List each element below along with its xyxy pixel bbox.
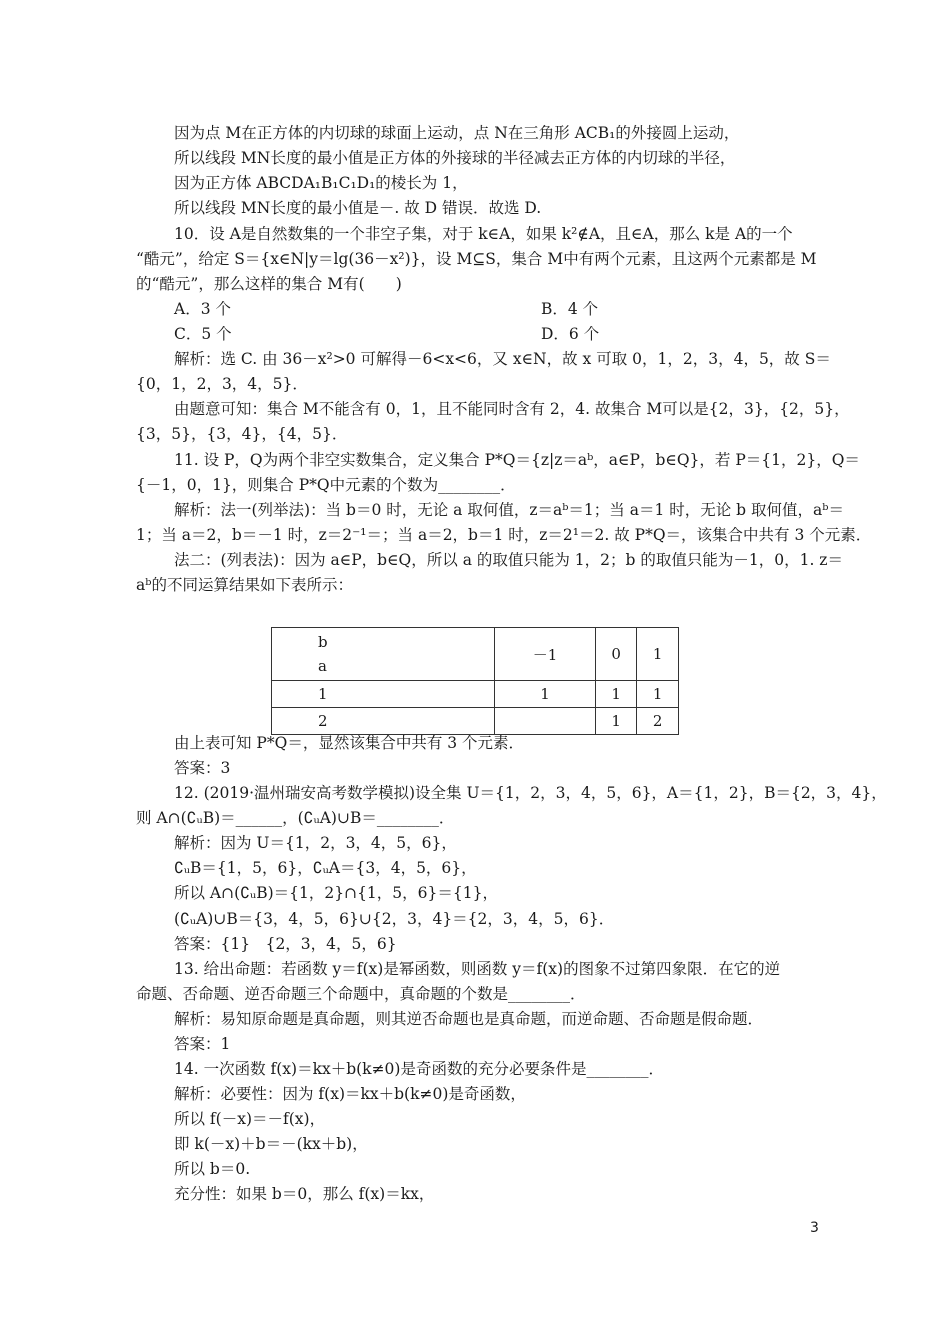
text-line: 解析：法一(列举法)：当 b＝0 时，无论 a 取何值，z＝aᵇ＝1；当 a＝1 时，无论 b 取何值，aᵇ＝: [174, 501, 844, 519]
text-line: 解析：易知原命题是真命题，则其逆否命题也是真命题，而逆命题、否命题是假命题．: [174, 1010, 764, 1028]
corner-b: b: [318, 633, 328, 651]
text-line: 所以线段 MN长度的最小值是－. 故 D 错误．故选 D.: [174, 199, 542, 217]
table-header: －1: [495, 628, 596, 681]
text-line: {0，1，2，3，4，5}．: [136, 375, 308, 393]
text-line: 所以 f(－x)＝－f(x)，: [174, 1110, 326, 1128]
text-line: aᵇ的不同运算结果如下表所示：: [136, 576, 353, 594]
table-header: 1: [637, 628, 679, 681]
text-line: 由题意可知：集合 M不能含有 0，1，且不能同时含有 2，4. 故集合 M可以是{2，3}，{2，5}，: [174, 400, 850, 418]
text-line: 解析：选 C. 由 36－x²>0 可解得－6<x<6，又 x∈N，故 x 可取 0，1，2，3，4，5，故 S＝: [174, 350, 831, 368]
text-line: {3，5}，{3，4}，{4，5}．: [136, 425, 348, 443]
text-line: 的“酷元”，那么这样的集合 M有( ): [136, 275, 402, 293]
text-line: (∁ᵤA)∪B＝{3，4，5，6}∪{2，3，4}＝{2，3，4，5，6}．: [174, 910, 615, 928]
text-line: 答案：1: [174, 1035, 231, 1053]
text-line: ∁ᵤB＝{1，5，6}，∁ᵤA＝{3，4，5，6}，: [174, 859, 477, 877]
text-line: 12. (2019·温州瑞安高考数学模拟)设全集 U＝{1，2，3，4，5，6}，A＝{1，2}，B＝{2，3，4}，: [174, 784, 887, 802]
table-cell: 1: [595, 681, 637, 708]
row-label: 1: [272, 681, 495, 708]
table-row: [272, 681, 679, 708]
option-left: A．3 个: [174, 300, 231, 318]
text-line: 命题、否命题、逆否命题三个命题中，真命题的个数是________．: [136, 985, 586, 1003]
text-line: 解析：因为 U＝{1，2，3，4，5，6}，: [174, 834, 457, 852]
corner-a: a: [318, 657, 327, 675]
text-line: 所以线段 MN长度的最小值是正方体的外接球的半径减去正方体的内切球的半径，: [174, 149, 736, 167]
text-line: 1；当 a＝2，b＝－1 时，z＝2⁻¹＝；当 a＝2，b＝1 时，z＝2¹＝2. 故 P*Q＝，该集合中共有 3 个元素．: [136, 526, 872, 544]
table-header: 0: [595, 628, 637, 681]
text-line: 13. 给出命题：若函数 y＝f(x)是幂函数，则函数 y＝f(x)的图象不过第四象限．在它的逆: [174, 960, 781, 978]
text-line: 由上表可知 P*Q＝，显然该集合中共有 3 个元素．: [174, 734, 525, 752]
text-line: 答案：{1} {2，3，4，5，6}: [174, 935, 397, 953]
table-cell: [495, 708, 596, 735]
text-line: 所以 A∩(∁ᵤB)＝{1，2}∩{1，5，6}＝{1}，: [174, 884, 498, 902]
table-cell: 1: [637, 681, 679, 708]
row-label: 2: [272, 708, 495, 735]
text-line: “酷元”，给定 S＝{x∈N|y＝lg(36－x²)}，设 M⊆S，集合 M中有两个元素，且这两个元素都是 M: [136, 250, 817, 268]
table-corner-cell: [272, 628, 495, 681]
text-line: 11. 设 P，Q为两个非空实数集合，定义集合 P*Q＝{z|z＝aᵇ，a∈P，b∈Q}，若 P＝{1，2}，Q＝: [174, 451, 860, 469]
option-right: B．4 个: [541, 300, 599, 318]
table-row: [272, 708, 679, 735]
text-line: {－1，0，1}，则集合 P*Q中元素的个数为________．: [136, 476, 516, 494]
text-line: 10．设 A是自然数集的一个非空子集，对于 k∈A，如果 k²∉A，且∈A，那么 k是 A的一个: [174, 225, 793, 243]
table-cell: 1: [495, 681, 596, 708]
text-line: 14. 一次函数 f(x)＝kx＋b(k≠0)是奇函数的充分必要条件是________．: [174, 1060, 664, 1078]
text-line: 因为正方体 ABCDA₁B₁C₁D₁的棱长为 1，: [174, 174, 468, 192]
text-line: 所以 b＝0.: [174, 1160, 251, 1178]
text-line: 则 A∩(∁ᵤB)＝______，(∁ᵤA)∪B＝________．: [136, 809, 455, 827]
table-cell: 1: [595, 708, 637, 735]
table-cell: 2: [637, 708, 679, 735]
text-line: 答案：3: [174, 759, 231, 777]
option-left: C．5 个: [174, 325, 232, 343]
value-table: [271, 627, 679, 735]
text-line: 解析：必要性：因为 f(x)＝kx＋b(k≠0)是奇函数，: [174, 1085, 526, 1103]
text-line: 即 k(－x)＋b＝－(kx＋b)，: [174, 1135, 368, 1153]
text-line: 充分性：如果 b＝0，那么 f(x)＝kx，: [174, 1185, 435, 1203]
text-line: 因为点 M在正方体的内切球的球面上运动，点 N在三角形 ACB₁的外接圆上运动，: [174, 124, 740, 142]
text-line: 法二：(列表法)：因为 a∈P，b∈Q，所以 a 的取值只能为 1，2；b 的取值只能为－1，0，1. z＝: [174, 551, 843, 569]
page-number: 3: [810, 1220, 819, 1236]
option-right: D．6 个: [541, 325, 600, 343]
